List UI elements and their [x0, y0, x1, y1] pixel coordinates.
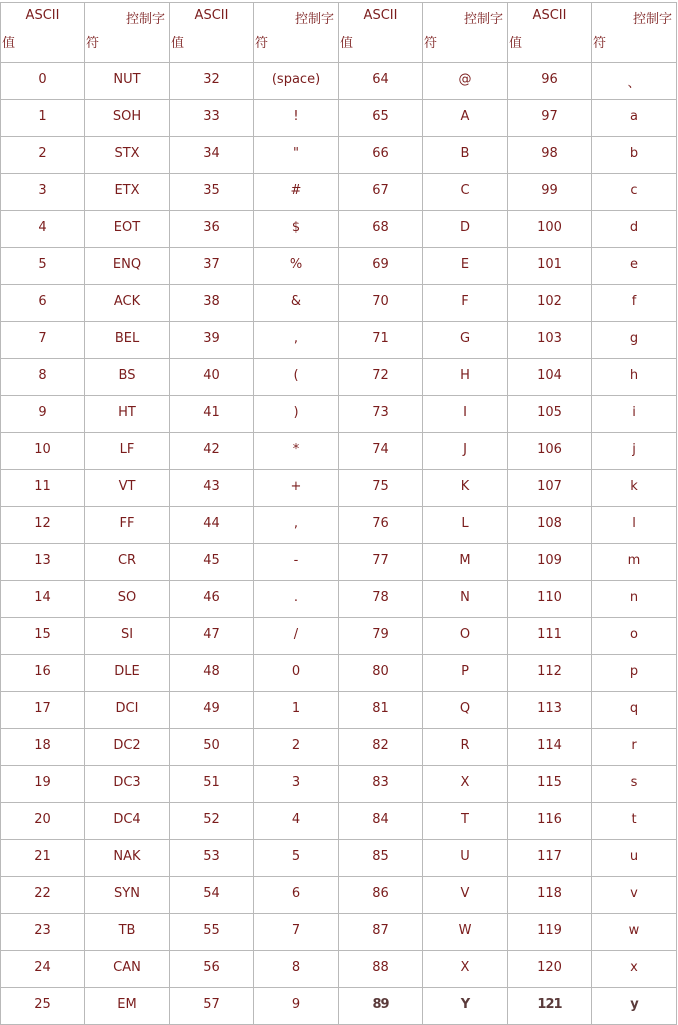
ascii-value-cell: 107: [508, 470, 592, 507]
control-char-cell: b: [592, 137, 677, 174]
header-cell: [1, 3, 85, 63]
header-bottom: 值: [340, 36, 354, 51]
control-char-cell: y: [592, 988, 677, 1025]
ascii-value-cell: 53: [170, 840, 254, 877]
header-cell: [423, 3, 508, 63]
header-top: 控制字: [463, 12, 503, 27]
control-char-cell: VT: [85, 470, 170, 507]
control-char-cell: SYN: [85, 877, 170, 914]
ascii-value-cell: 1: [1, 100, 85, 137]
control-char-cell: o: [592, 618, 677, 655]
control-char-cell: -: [254, 544, 339, 581]
ascii-value-cell: 46: [170, 581, 254, 618]
ascii-value-cell: 104: [508, 359, 592, 396]
ascii-value-cell: 106: [508, 433, 592, 470]
control-char-cell: v: [592, 877, 677, 914]
control-char-cell: CAN: [85, 951, 170, 988]
ascii-value-cell: 86: [339, 877, 423, 914]
header-bottom: 值: [2, 36, 16, 51]
table-header-row: [1, 3, 677, 63]
control-char-cell: /: [254, 618, 339, 655]
control-char-cell: HT: [85, 396, 170, 433]
ascii-value-cell: 57: [170, 988, 254, 1025]
table-row: [1, 470, 677, 507]
ascii-value-cell: 21: [1, 840, 85, 877]
control-char-cell: 2: [254, 729, 339, 766]
ascii-value-cell: 96: [508, 63, 592, 100]
table-row: [1, 877, 677, 914]
ascii-value-cell: 121: [508, 988, 592, 1025]
ascii-value-cell: 73: [339, 396, 423, 433]
ascii-value-cell: 35: [170, 174, 254, 211]
control-char-cell: 0: [254, 655, 339, 692]
control-char-cell: SOH: [85, 100, 170, 137]
ascii-value-cell: 120: [508, 951, 592, 988]
ascii-value-cell: 74: [339, 433, 423, 470]
table-row: [1, 396, 677, 433]
control-char-cell: NUT: [85, 63, 170, 100]
ascii-value-cell: 54: [170, 877, 254, 914]
ascii-value-cell: 17: [1, 692, 85, 729]
control-char-cell: l: [592, 507, 677, 544]
header-top: ASCII: [532, 8, 567, 23]
table-row: [1, 322, 677, 359]
control-char-cell: 5: [254, 840, 339, 877]
ascii-value-cell: 89: [339, 988, 423, 1025]
control-char-cell: E: [423, 248, 508, 285]
ascii-value-cell: 5: [1, 248, 85, 285]
ascii-value-cell: 37: [170, 248, 254, 285]
ascii-value-cell: 67: [339, 174, 423, 211]
control-char-cell: B: [423, 137, 508, 174]
ascii-value-cell: 98: [508, 137, 592, 174]
ascii-value-cell: 55: [170, 914, 254, 951]
control-char-cell: (: [254, 359, 339, 396]
control-char-cell: C: [423, 174, 508, 211]
table-row: [1, 803, 677, 840]
control-char-cell: ": [254, 137, 339, 174]
ascii-value-cell: 112: [508, 655, 592, 692]
ascii-value-cell: 15: [1, 618, 85, 655]
header-cell: [508, 3, 592, 63]
control-char-cell: a: [592, 100, 677, 137]
control-char-cell: DCI: [85, 692, 170, 729]
control-char-cell: SO: [85, 581, 170, 618]
control-char-cell: K: [423, 470, 508, 507]
control-char-cell: J: [423, 433, 508, 470]
control-char-cell: c: [592, 174, 677, 211]
ascii-value-cell: 77: [339, 544, 423, 581]
control-char-cell: k: [592, 470, 677, 507]
ascii-value-cell: 97: [508, 100, 592, 137]
control-char-cell: V: [423, 877, 508, 914]
control-char-cell: ): [254, 396, 339, 433]
ascii-value-cell: 8: [1, 359, 85, 396]
table-row: [1, 248, 677, 285]
header-cell: [339, 3, 423, 63]
table-row: [1, 729, 677, 766]
header-top: ASCII: [25, 8, 60, 23]
ascii-value-cell: 6: [1, 285, 85, 322]
ascii-value-cell: 65: [339, 100, 423, 137]
ascii-value-cell: 79: [339, 618, 423, 655]
ascii-value-cell: 108: [508, 507, 592, 544]
ascii-value-cell: 3: [1, 174, 85, 211]
ascii-value-cell: 113: [508, 692, 592, 729]
ascii-value-cell: 85: [339, 840, 423, 877]
ascii-value-cell: 33: [170, 100, 254, 137]
table-row: [1, 840, 677, 877]
control-char-cell: Y: [423, 988, 508, 1025]
control-char-cell: +: [254, 470, 339, 507]
control-char-cell: EOT: [85, 211, 170, 248]
ascii-value-cell: 13: [1, 544, 85, 581]
ascii-value-cell: 116: [508, 803, 592, 840]
control-char-cell: ENQ: [85, 248, 170, 285]
control-char-cell: FF: [85, 507, 170, 544]
control-char-cell: N: [423, 581, 508, 618]
control-char-cell: ,: [254, 322, 339, 359]
control-char-cell: t: [592, 803, 677, 840]
control-char-cell: Q: [423, 692, 508, 729]
control-char-cell: P: [423, 655, 508, 692]
control-char-cell: DLE: [85, 655, 170, 692]
control-char-cell: EM: [85, 988, 170, 1025]
control-char-cell: I: [423, 396, 508, 433]
ascii-value-cell: 114: [508, 729, 592, 766]
control-char-cell: 4: [254, 803, 339, 840]
control-char-cell: $: [254, 211, 339, 248]
ascii-value-cell: 71: [339, 322, 423, 359]
ascii-value-cell: 81: [339, 692, 423, 729]
ascii-table-body: [1, 3, 677, 1025]
header-top: 控制字: [632, 12, 672, 27]
ascii-value-cell: 76: [339, 507, 423, 544]
ascii-value-cell: 84: [339, 803, 423, 840]
table-row: [1, 100, 677, 137]
ascii-value-cell: 88: [339, 951, 423, 988]
ascii-value-cell: 109: [508, 544, 592, 581]
control-char-cell: x: [592, 951, 677, 988]
ascii-value-cell: 48: [170, 655, 254, 692]
ascii-value-cell: 9: [1, 396, 85, 433]
ascii-value-cell: 39: [170, 322, 254, 359]
ascii-value-cell: 10: [1, 433, 85, 470]
ascii-value-cell: 7: [1, 322, 85, 359]
header-cell: [85, 3, 170, 63]
ascii-value-cell: 34: [170, 137, 254, 174]
ascii-value-cell: 41: [170, 396, 254, 433]
control-char-cell: q: [592, 692, 677, 729]
control-char-cell: D: [423, 211, 508, 248]
control-char-cell: W: [423, 914, 508, 951]
control-char-cell: *: [254, 433, 339, 470]
ascii-value-cell: 11: [1, 470, 85, 507]
ascii-value-cell: 70: [339, 285, 423, 322]
control-char-cell: TB: [85, 914, 170, 951]
ascii-value-cell: 14: [1, 581, 85, 618]
control-char-cell: DC4: [85, 803, 170, 840]
control-char-cell: H: [423, 359, 508, 396]
table-row: [1, 507, 677, 544]
ascii-value-cell: 12: [1, 507, 85, 544]
control-char-cell: 9: [254, 988, 339, 1025]
table-row: [1, 951, 677, 988]
control-char-cell: X: [423, 766, 508, 803]
table-row: [1, 544, 677, 581]
ascii-value-cell: 75: [339, 470, 423, 507]
table-row: [1, 692, 677, 729]
table-row: [1, 618, 677, 655]
ascii-value-cell: 101: [508, 248, 592, 285]
control-char-cell: A: [423, 100, 508, 137]
ascii-value-cell: 69: [339, 248, 423, 285]
control-char-cell: d: [592, 211, 677, 248]
control-char-cell: O: [423, 618, 508, 655]
header-bottom: 符: [424, 36, 438, 51]
control-char-cell: M: [423, 544, 508, 581]
ascii-value-cell: 32: [170, 63, 254, 100]
ascii-value-cell: 49: [170, 692, 254, 729]
control-char-cell: DC3: [85, 766, 170, 803]
table-row: [1, 988, 677, 1025]
ascii-value-cell: 50: [170, 729, 254, 766]
ascii-value-cell: 99: [508, 174, 592, 211]
control-char-cell: i: [592, 396, 677, 433]
ascii-value-cell: 102: [508, 285, 592, 322]
ascii-value-cell: 66: [339, 137, 423, 174]
ascii-value-cell: 68: [339, 211, 423, 248]
control-char-cell: 7: [254, 914, 339, 951]
control-char-cell: STX: [85, 137, 170, 174]
control-char-cell: n: [592, 581, 677, 618]
ascii-value-cell: 0: [1, 63, 85, 100]
table-row: [1, 581, 677, 618]
control-char-cell: 6: [254, 877, 339, 914]
ascii-value-cell: 100: [508, 211, 592, 248]
ascii-value-cell: 117: [508, 840, 592, 877]
control-char-cell: ACK: [85, 285, 170, 322]
header-bottom: 值: [509, 36, 523, 51]
control-char-cell: 3: [254, 766, 339, 803]
table-row: [1, 137, 677, 174]
control-char-cell: U: [423, 840, 508, 877]
header-bottom: 符: [255, 36, 269, 51]
control-char-cell: 、: [592, 63, 677, 100]
control-char-cell: SI: [85, 618, 170, 655]
ascii-value-cell: 22: [1, 877, 85, 914]
control-char-cell: 1: [254, 692, 339, 729]
control-char-cell: s: [592, 766, 677, 803]
control-char-cell: r: [592, 729, 677, 766]
control-char-cell: L: [423, 507, 508, 544]
ascii-value-cell: 42: [170, 433, 254, 470]
header-top: ASCII: [363, 8, 398, 23]
control-char-cell: BEL: [85, 322, 170, 359]
table-row: [1, 211, 677, 248]
ascii-value-cell: 2: [1, 137, 85, 174]
control-char-cell: X: [423, 951, 508, 988]
ascii-value-cell: 23: [1, 914, 85, 951]
ascii-value-cell: 110: [508, 581, 592, 618]
control-char-cell: 8: [254, 951, 339, 988]
table-row: [1, 174, 677, 211]
ascii-value-cell: 118: [508, 877, 592, 914]
control-char-cell: NAK: [85, 840, 170, 877]
table-row: [1, 655, 677, 692]
header-bottom: 符: [86, 36, 100, 51]
control-char-cell: BS: [85, 359, 170, 396]
control-char-cell: &: [254, 285, 339, 322]
ascii-value-cell: 24: [1, 951, 85, 988]
table-row: [1, 63, 677, 100]
ascii-value-cell: 40: [170, 359, 254, 396]
ascii-value-cell: 18: [1, 729, 85, 766]
control-char-cell: DC2: [85, 729, 170, 766]
ascii-value-cell: 45: [170, 544, 254, 581]
ascii-value-cell: 36: [170, 211, 254, 248]
control-char-cell: j: [592, 433, 677, 470]
control-char-cell: R: [423, 729, 508, 766]
control-char-cell: w: [592, 914, 677, 951]
table-row: [1, 433, 677, 470]
table-row: [1, 359, 677, 396]
ascii-value-cell: 4: [1, 211, 85, 248]
table-row: [1, 285, 677, 322]
control-char-cell: F: [423, 285, 508, 322]
header-cell: [170, 3, 254, 63]
control-char-cell: ,: [254, 507, 339, 544]
ascii-value-cell: 19: [1, 766, 85, 803]
control-char-cell: (space): [254, 63, 339, 100]
ascii-value-cell: 115: [508, 766, 592, 803]
ascii-value-cell: 43: [170, 470, 254, 507]
header-top: ASCII: [194, 8, 229, 23]
ascii-value-cell: 38: [170, 285, 254, 322]
control-char-cell: e: [592, 248, 677, 285]
control-char-cell: LF: [85, 433, 170, 470]
control-char-cell: #: [254, 174, 339, 211]
ascii-value-cell: 47: [170, 618, 254, 655]
control-char-cell: u: [592, 840, 677, 877]
ascii-value-cell: 111: [508, 618, 592, 655]
ascii-value-cell: 103: [508, 322, 592, 359]
control-char-cell: p: [592, 655, 677, 692]
control-char-cell: CR: [85, 544, 170, 581]
ascii-value-cell: 87: [339, 914, 423, 951]
ascii-value-cell: 16: [1, 655, 85, 692]
ascii-value-cell: 78: [339, 581, 423, 618]
ascii-value-cell: 20: [1, 803, 85, 840]
header-cell: [592, 3, 677, 63]
header-cell: [254, 3, 339, 63]
header-bottom: 符: [593, 36, 607, 51]
ascii-value-cell: 44: [170, 507, 254, 544]
ascii-value-cell: 105: [508, 396, 592, 433]
control-char-cell: T: [423, 803, 508, 840]
ascii-value-cell: 72: [339, 359, 423, 396]
control-char-cell: ETX: [85, 174, 170, 211]
control-char-cell: .: [254, 581, 339, 618]
control-char-cell: @: [423, 63, 508, 100]
ascii-value-cell: 83: [339, 766, 423, 803]
ascii-value-cell: 52: [170, 803, 254, 840]
control-char-cell: !: [254, 100, 339, 137]
ascii-value-cell: 25: [1, 988, 85, 1025]
control-char-cell: %: [254, 248, 339, 285]
ascii-table: [0, 2, 677, 1025]
ascii-value-cell: 119: [508, 914, 592, 951]
control-char-cell: G: [423, 322, 508, 359]
header-bottom: 值: [171, 36, 185, 51]
ascii-value-cell: 64: [339, 63, 423, 100]
control-char-cell: h: [592, 359, 677, 396]
ascii-value-cell: 56: [170, 951, 254, 988]
header-top: 控制字: [294, 12, 334, 27]
control-char-cell: g: [592, 322, 677, 359]
ascii-value-cell: 80: [339, 655, 423, 692]
control-char-cell: m: [592, 544, 677, 581]
table-row: [1, 766, 677, 803]
header-top: 控制字: [125, 12, 165, 27]
ascii-value-cell: 82: [339, 729, 423, 766]
ascii-value-cell: 51: [170, 766, 254, 803]
control-char-cell: f: [592, 285, 677, 322]
table-row: [1, 914, 677, 951]
